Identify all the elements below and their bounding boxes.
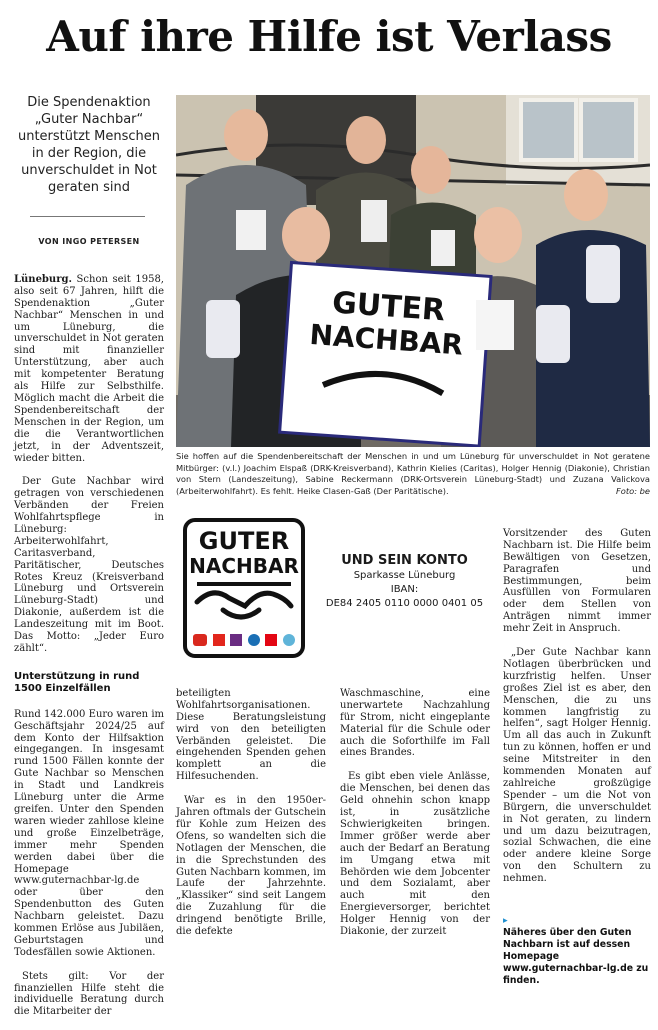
subheading: Unterstützung in rund 1500 Einzelfällen xyxy=(14,670,140,694)
banner-line-2: NACHBAR xyxy=(308,317,465,362)
partner-logos xyxy=(193,634,295,646)
paragraph-6: War es in den 1950er-Jahren oftmals der Gutschein für Kohle zum Heizen des Ofens, so wandelten sich die Notlagen der Menschen, die in die Sprechstunden des Guten Nachbarn kommen, im Laufe der Jahrzehnte. „Klassiker“ sind seit Langem die Zuzahlung für die dringend benötigte Brille, die defekte xyxy=(176,795,326,938)
article-column-2 xyxy=(176,676,326,950)
guter-nachbar-logo xyxy=(183,518,305,658)
paragraph-3: Rund 142.000 Euro waren im Geschäftsjahr 2024/25 auf dem Konto der Hilfsaktion eingegangen. In insgesamt rund 1500 Fällen konnte der Gute Nachbar so Menschen in Stadt und Landkreis Lüneburg unter die Arme greifen. Unter den Spenden waren wieder zahllose kleine und große Einzelbeträge, immer mehr Spenden werden dabei über die Homepage www.guternachbar-lg.de oder über den Spendenbutton des Guten Nachbarn geleistet. Dazu kommen Erlöse aus Jubiläen, Geburtstagen und Todesfällen sowie Aktionen. xyxy=(14,708,164,958)
paritaetische-logo xyxy=(248,634,260,646)
paragraph-9: Vorsitzender des Guten Nachbarn ist. Die Hilfe beim Bewältigen von Gesetzen, Paragrafen und Bestimmungen, beim Ausfüllen von Formularen oder dem Stellen von Anträgen nimmt immer mehr Zeit in Anspruch. xyxy=(503,527,651,635)
article-column-3 xyxy=(340,676,490,950)
group-photo xyxy=(176,95,650,447)
drk-logo xyxy=(265,634,277,646)
paragraph-10: „Der Gute Nachbar kann Notlagen überbrücken und kurzfristig helfen. Unser großes Ziel ist es aber, den Menschen, die zu uns kommen langfristig zu helfen“, sagt Holger Hennig. Um all das auch in Zukunft tun zu können, hoffen er und seine Mitstreiter in den kommenden Monaten auf zahlreiche großzügige Spender – um die Not von Bürgern, die unverschuldet in Not geraten, zu lindern und um dazu beizutragen, sozial Schwachen, die eine oder andere kleine Sorge von den Schultern zu nehmen. xyxy=(503,646,651,885)
article-column-4 xyxy=(503,516,651,999)
paragraph-2: Der Gute Nachbar wird getragen von verschiedenen Verbänden der Freien Wohlfahrtspflege in Lüneburg: Arbeiterwohlfahrt, Caritasverband, Paritätischer, Deutsches Rotes Kreuz (Kreisverband Lüneburg und Ortsverein Lüneburg-Stadt) und Diakonie, außerdem ist die Landeszeitung mit im Boot. Das Motto: „Jeder Euro zählt“. xyxy=(14,476,164,654)
dateline: Lüneburg. xyxy=(14,273,72,285)
paragraph-4: Stets gilt: Vor der finanziellen Hilfe steht die individuelle Beratung durch die Mitarbeiter der xyxy=(14,970,164,1018)
lz-logo xyxy=(283,634,295,646)
iban-label: IBAN: xyxy=(390,584,419,595)
logo-line-2: NACHBAR xyxy=(189,554,299,578)
handshake-icon xyxy=(193,580,295,628)
paragraph-1: Lüneburg. Schon seit 1958, also seit 67 Jahren, hilft die Spendenaktion „Guter Nachbar“ Menschen in und um Lüneburg, die unverschuldet in Not geraten sind mit finanzieller Unterstützung, aber auch mit kompetenter Beratung als Hilfe zur Selbsthilfe. Möglich macht die Arbeit die Spendenbereitschaft der Menschen in der Region, um die die Verantwortlichen jetzt, in der Adventszeit, wieder bitten. xyxy=(14,273,164,464)
info-box xyxy=(503,903,651,987)
teaser: Die Spendenaktion „Guter Nachbar“ unterstützt Menschen in der Region, die unverschuldet in Not geraten sind xyxy=(17,95,161,195)
byline: VON INGO PETERSEN xyxy=(38,237,140,246)
account-title: UND SEIN KONTO xyxy=(341,553,468,568)
caritas-logo xyxy=(213,634,225,646)
paragraph-5: beteiligten Wohlfahrtsorganisationen. Diese Beratungsleistung wird von den beteiligten Verbänden geleistet. Die eingehenden Spenden gehen komplett an die Hilfesuchenden. xyxy=(176,687,326,783)
divider xyxy=(30,216,145,217)
article-column-1 xyxy=(14,262,164,1030)
diakonie-logo xyxy=(230,634,242,646)
paragraph-8: Es gibt eben viele Anlässe, die Menschen, bei denen das Geld ohnehin schon knapp ist, in zusätzliche Schwierigkeiten bringen. Immer größer werde aber auch der Bedarf an Beratung im Umgang etwa mit Behörden wie dem Jobcenter und dem Sozialamt, aber auch mit den Energieversorger, berichtet Holger Hennig von der Diakonie, der zurzeit xyxy=(340,771,490,938)
info-text: Näheres über den Guten Nachbarn ist auf dessen Homepage www.guternachbar-lg.de zu finden. xyxy=(503,927,649,986)
caption-text: Sie hoffen auf die Spendenbereitschaft der Menschen in und um Lüneburg für unverschuldet in Not geratene Mitbürger: (v.l.) Joachim Elspaß (DRK-Kreisverband), Kathrin Kielies (Caritas), Holger Hennig (Diakonie), Christian von Stern (Landeszeitung), Sabine Reckermann (DRK-Ortsverein Lüneburg-Stadt) und Zuzana Valickova (Arbeiterwohlfahrt). Es fehlt. Heike Clasen-Gaß (Der Paritätische). xyxy=(176,451,650,496)
awo-logo xyxy=(193,634,207,646)
paragraph-7: Waschmaschine, eine unerwartete Nachzahlung für Strom, nicht eingeplante Material für die Schule oder auch die Soforthilfe im Fall eines Brandes. xyxy=(340,687,490,759)
banner-line-1: GUTER xyxy=(331,285,447,329)
info-arrow-icon: ▸ xyxy=(503,915,508,926)
bank-name: Sparkasse Lüneburg xyxy=(353,570,456,581)
photo-illustration xyxy=(176,95,650,447)
account-info xyxy=(312,552,497,611)
headline: Auf ihre Hilfe ist Verlass xyxy=(46,12,612,61)
photo-caption xyxy=(176,451,650,497)
photo-credit: Foto: be xyxy=(616,485,650,496)
iban-value: DE84 2405 0110 0000 0401 05 xyxy=(325,598,484,609)
logo-line-1: GUTER xyxy=(198,527,290,555)
